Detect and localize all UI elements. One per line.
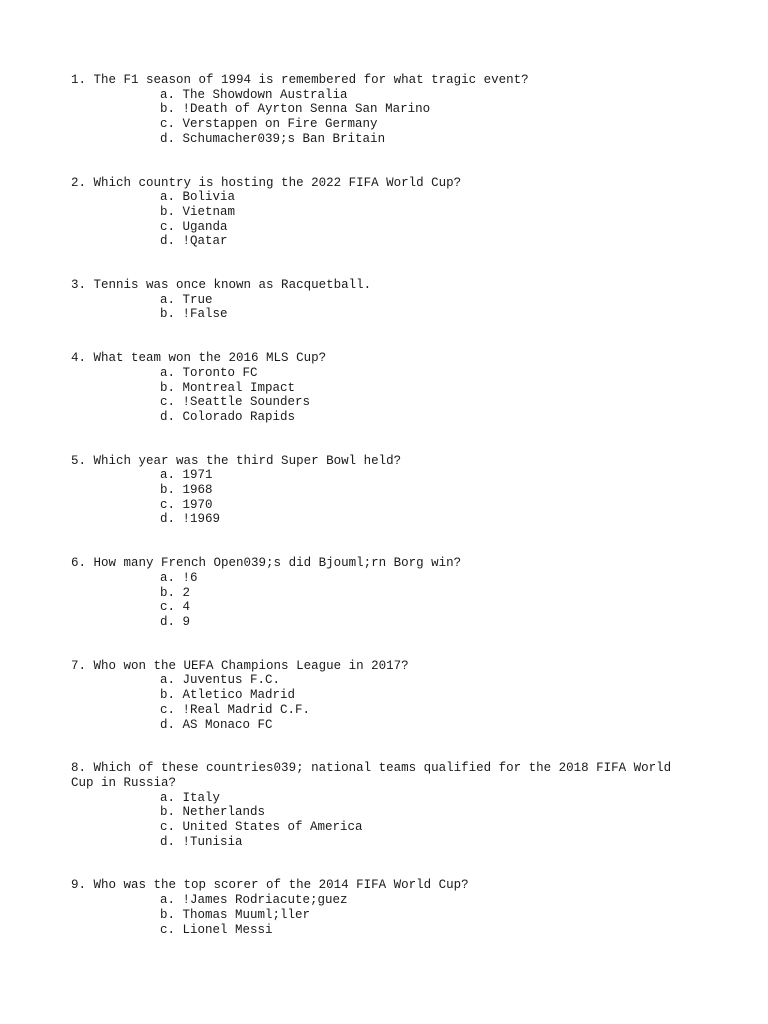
answer-option xyxy=(71,132,691,147)
answer-option xyxy=(71,88,691,103)
answer-option xyxy=(71,893,691,908)
option-letter: c. xyxy=(160,219,176,234)
option-letter: b. xyxy=(160,380,176,395)
question-text xyxy=(71,659,691,674)
option-text: !1969 xyxy=(182,512,221,527)
option-letter: a. xyxy=(160,365,176,380)
option-letter: d. xyxy=(160,409,176,424)
question-text xyxy=(71,556,691,571)
option-text: Lionel Messi xyxy=(182,922,273,937)
answer-option xyxy=(71,673,691,688)
option-text: Uganda xyxy=(182,219,228,234)
option-letter: d. xyxy=(160,131,176,146)
quiz-document xyxy=(71,73,691,966)
option-letter: b. xyxy=(160,307,176,322)
option-letter: c. xyxy=(160,600,176,615)
option-text: Bolivia xyxy=(182,190,236,205)
option-text: Verstappen on Fire Germany xyxy=(182,117,378,132)
question-2 xyxy=(71,176,691,250)
option-letter: b. xyxy=(160,204,176,219)
answer-option xyxy=(71,293,691,308)
question-text xyxy=(71,351,691,366)
answer-option xyxy=(71,703,691,718)
option-text: Toronto FC xyxy=(182,365,258,380)
answer-options xyxy=(71,893,691,937)
option-text: !Real Madrid C.F. xyxy=(182,702,311,717)
answer-option xyxy=(71,791,691,806)
option-text: AS Monaco FC xyxy=(182,717,273,732)
option-letter: a. xyxy=(160,790,176,805)
option-text: !6 xyxy=(182,570,198,585)
option-text: Vietnam xyxy=(182,204,236,219)
option-letter: b. xyxy=(160,688,176,703)
question-3 xyxy=(71,278,691,322)
answer-option xyxy=(71,190,691,205)
option-letter: d. xyxy=(160,512,176,527)
option-letter: c. xyxy=(160,395,176,410)
option-text: 2 xyxy=(182,585,191,600)
question-number: 1. xyxy=(71,73,87,87)
question-number: 9. xyxy=(71,878,87,893)
option-letter: a. xyxy=(160,468,176,483)
option-text: Schumacher039;s Ban Britain xyxy=(182,131,386,146)
option-text: Netherlands xyxy=(182,805,266,820)
option-letter: a. xyxy=(160,673,176,688)
option-letter: b. xyxy=(160,483,176,498)
option-letter: c. xyxy=(160,820,176,835)
option-text: 1971 xyxy=(182,468,213,483)
question-number: 5. xyxy=(71,453,87,468)
question-prompt: Which year was the third Super Bowl held? xyxy=(93,453,402,468)
answer-option xyxy=(71,468,691,483)
option-text: Atletico Madrid xyxy=(182,688,296,703)
option-letter: a. xyxy=(160,893,176,908)
answer-option xyxy=(71,688,691,703)
option-letter: a. xyxy=(160,87,176,102)
answer-option xyxy=(71,835,691,850)
answer-option xyxy=(71,586,691,601)
answer-options xyxy=(71,571,691,630)
option-text: United States of America xyxy=(182,820,363,835)
answer-option xyxy=(71,220,691,235)
question-number: 2. xyxy=(71,175,87,190)
option-letter: b. xyxy=(160,907,176,922)
answer-option xyxy=(71,381,691,396)
option-letter: a. xyxy=(160,292,176,307)
answer-option xyxy=(71,234,691,249)
question-prompt: Which country is hosting the 2022 FIFA World Cup? xyxy=(93,175,462,190)
option-letter: d. xyxy=(160,717,176,732)
answer-options xyxy=(71,190,691,249)
option-text: Montreal Impact xyxy=(182,380,296,395)
question-text xyxy=(71,73,691,88)
question-6 xyxy=(71,556,691,630)
answer-option xyxy=(71,410,691,425)
answer-option xyxy=(71,483,691,498)
question-text xyxy=(71,176,691,191)
question-prompt: Which of these countries039; national teams qualified for the 2018 FIFA World Cup in Russia? xyxy=(71,761,679,790)
answer-option xyxy=(71,117,691,132)
answer-options xyxy=(71,293,691,322)
option-text: True xyxy=(182,292,213,307)
option-letter: d. xyxy=(160,234,176,249)
question-text xyxy=(71,761,691,790)
option-text: Juventus F.C. xyxy=(182,673,281,688)
option-text: 4 xyxy=(182,600,191,615)
question-text xyxy=(71,454,691,469)
question-prompt: How many French Open039;s did Bjouml;rn Borg win? xyxy=(93,556,462,571)
question-7 xyxy=(71,659,691,733)
option-letter: a. xyxy=(160,190,176,205)
question-4 xyxy=(71,351,691,425)
option-letter: c. xyxy=(160,922,176,937)
question-prompt: Who was the top scorer of the 2014 FIFA World Cup? xyxy=(93,878,469,893)
option-letter: a. xyxy=(160,570,176,585)
answer-option xyxy=(71,498,691,513)
answer-option xyxy=(71,820,691,835)
question-5 xyxy=(71,454,691,528)
option-text: !Death of Ayrton Senna San Marino xyxy=(182,102,431,117)
answer-option xyxy=(71,908,691,923)
answer-option xyxy=(71,805,691,820)
option-text: !Seattle Sounders xyxy=(182,395,311,410)
answer-option xyxy=(71,512,691,527)
question-number: 6. xyxy=(71,556,87,571)
option-letter: d. xyxy=(160,834,176,849)
option-letter: b. xyxy=(160,585,176,600)
option-text: !James Rodriacute;guez xyxy=(182,893,348,908)
question-number: 3. xyxy=(71,278,87,293)
option-letter: d. xyxy=(160,614,176,629)
option-text: Colorado Rapids xyxy=(182,409,296,424)
option-text: 1968 xyxy=(182,483,213,498)
question-text xyxy=(71,878,691,893)
question-number: 7. xyxy=(71,658,87,673)
answer-options xyxy=(71,468,691,527)
answer-option xyxy=(71,102,691,117)
option-text: Italy xyxy=(182,790,221,805)
answer-options xyxy=(71,88,691,147)
option-text: !False xyxy=(182,307,228,322)
question-prompt: What team won the 2016 MLS Cup? xyxy=(93,351,327,366)
option-letter: b. xyxy=(160,102,176,117)
option-text: Thomas Muuml;ller xyxy=(182,907,311,922)
answer-options xyxy=(71,791,691,850)
answer-option xyxy=(71,571,691,586)
option-letter: c. xyxy=(160,702,176,717)
answer-option xyxy=(71,366,691,381)
question-prompt: Tennis was once known as Racquetball. xyxy=(93,278,372,293)
question-number: 4. xyxy=(71,351,87,366)
option-letter: c. xyxy=(160,497,176,512)
option-letter: c. xyxy=(160,117,176,132)
answer-option xyxy=(71,615,691,630)
question-prompt: The F1 season of 1994 is remembered for what tragic event? xyxy=(93,73,529,87)
question-prompt: Who won the UEFA Champions League in 2017? xyxy=(93,658,409,673)
option-text: 1970 xyxy=(182,497,213,512)
option-text: !Qatar xyxy=(182,234,228,249)
option-letter: b. xyxy=(160,805,176,820)
answer-option xyxy=(71,600,691,615)
answer-option xyxy=(71,395,691,410)
question-8 xyxy=(71,761,691,849)
question-9 xyxy=(71,878,691,937)
option-text: 9 xyxy=(182,614,191,629)
question-number: 8. xyxy=(71,761,87,776)
question-1 xyxy=(71,73,691,147)
answer-options xyxy=(71,673,691,732)
question-text xyxy=(71,278,691,293)
answer-option xyxy=(71,923,691,938)
option-text: The Showdown Australia xyxy=(182,87,348,102)
answer-option xyxy=(71,205,691,220)
answer-option xyxy=(71,307,691,322)
answer-options xyxy=(71,366,691,425)
option-text: !Tunisia xyxy=(182,834,243,849)
answer-option xyxy=(71,718,691,733)
